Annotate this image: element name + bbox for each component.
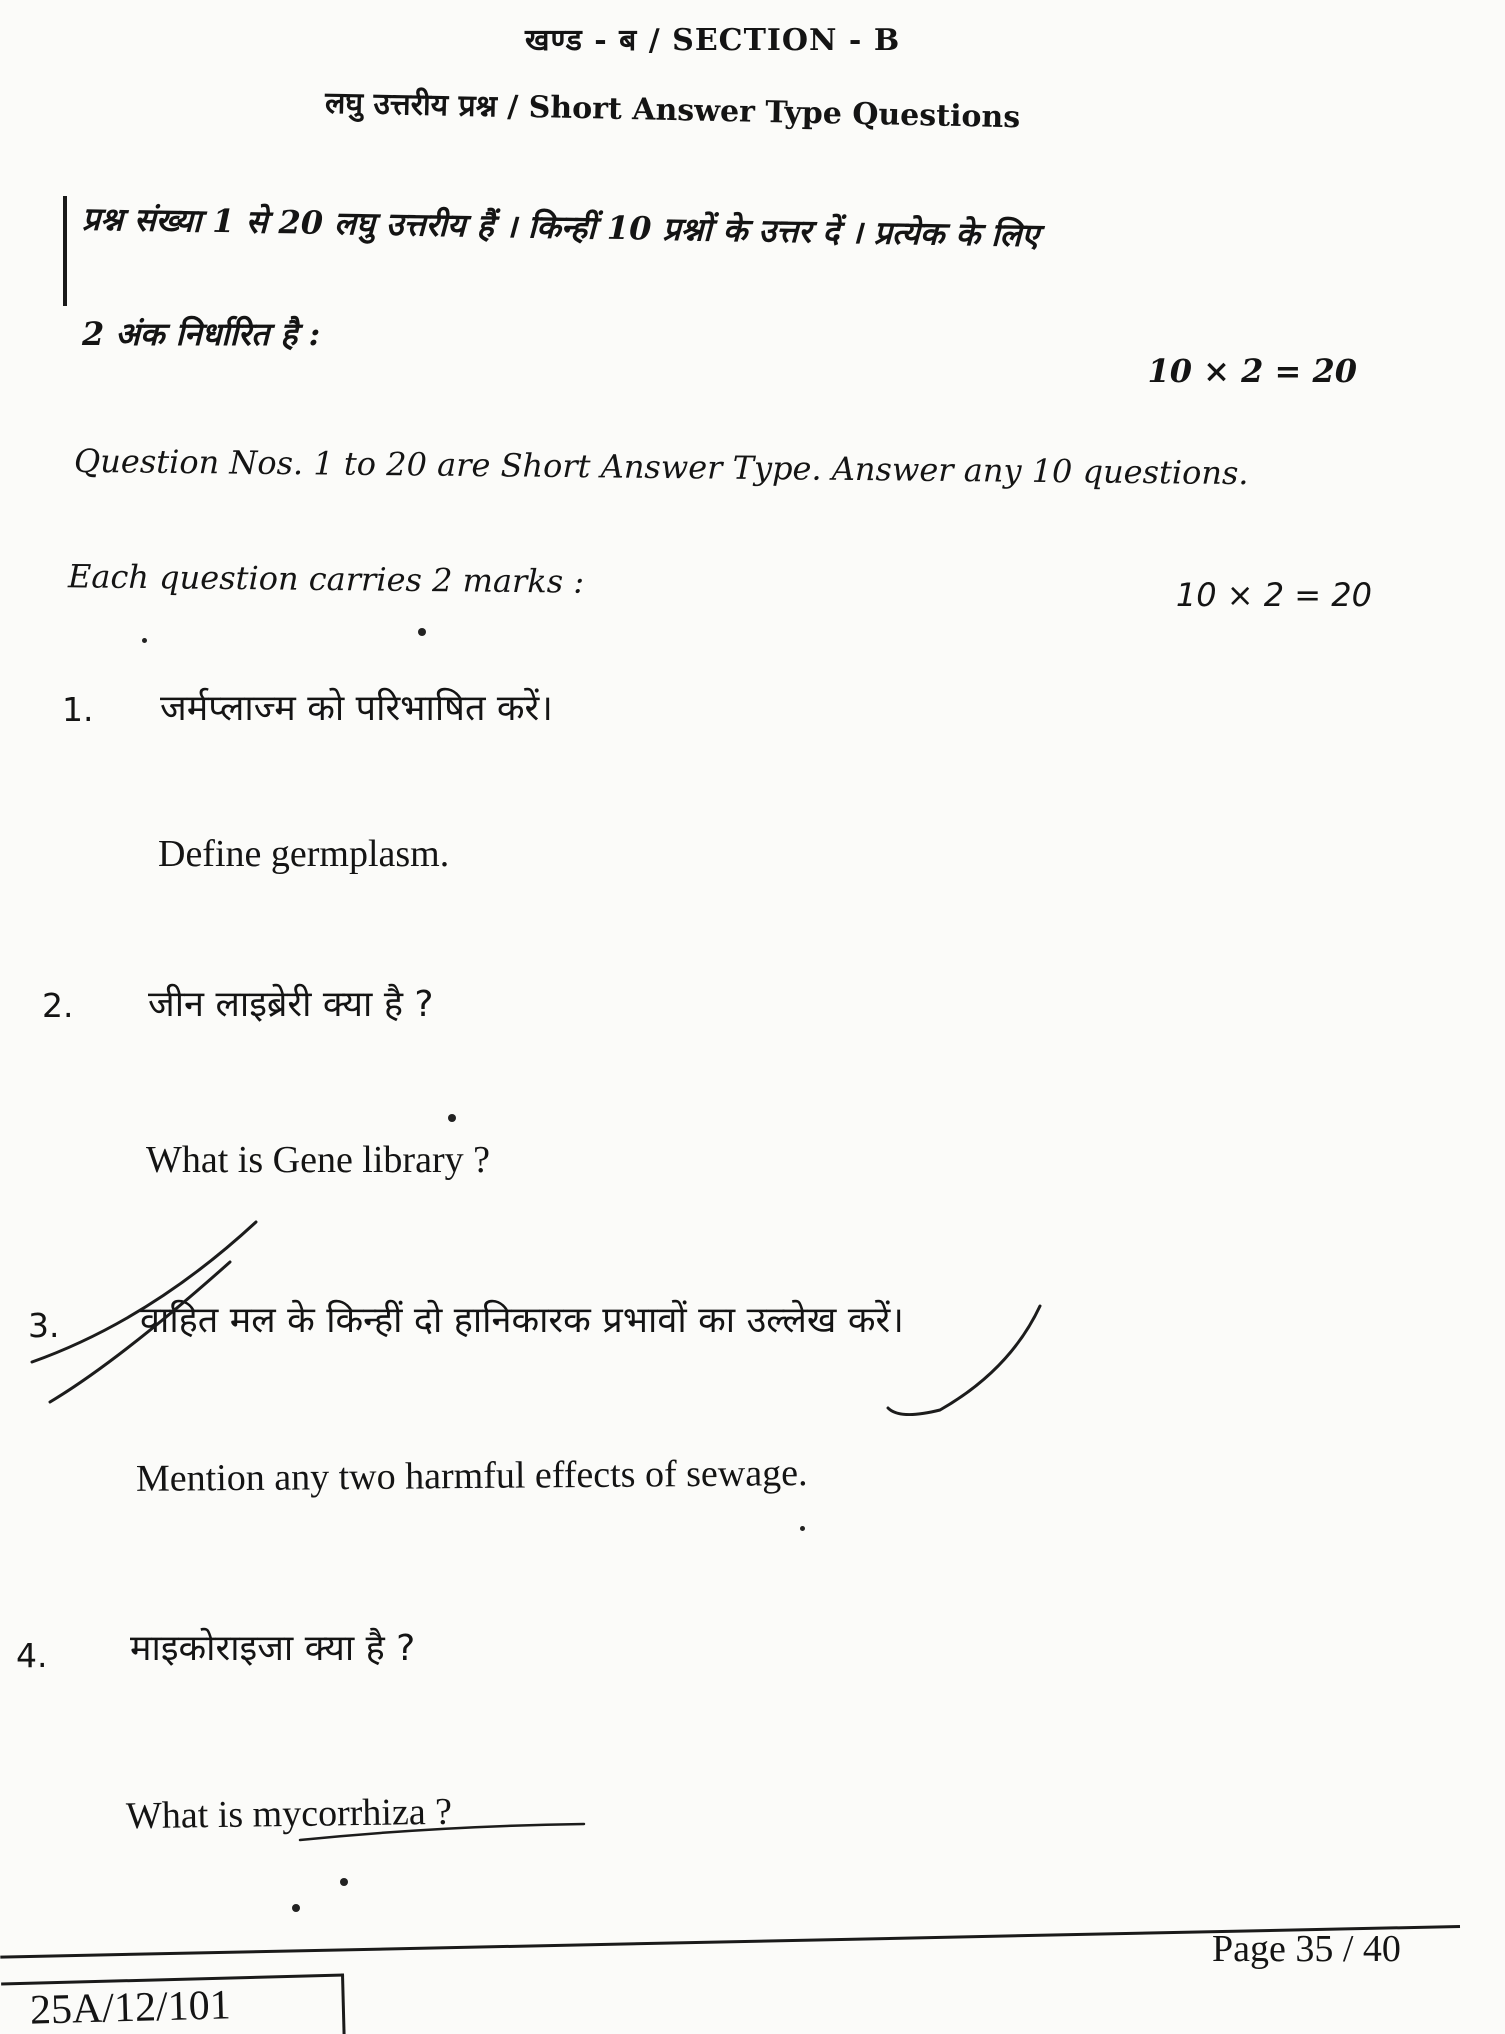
instructions-english-line-1: Question Nos. 1 to 20 are Short Answer Type. Answer any 10 questions.: [73, 441, 1249, 493]
question-3-number: 3.: [28, 1306, 60, 1345]
instructions-english-line-2: Each question carries 2 marks :: [67, 557, 585, 601]
section-subtitle: लघु उत्तरीय प्रश्न / Short Answer Type Questions: [324, 85, 1021, 136]
instructions-hindi-line-2: 2 अंक निर्धारित है :: [82, 315, 321, 353]
margin-bar: [63, 196, 67, 306]
question-1-english: Define germplasm.: [158, 833, 450, 875]
instructions-hindi-line-1: प्रश्न संख्या 1 से 20 लघु उत्तरीय हैं । किन्हीं 10 प्रश्नों के उत्तर दें । प्रत्येक के लिए: [81, 199, 1040, 255]
question-4-english: What is mycorrhiza ?: [125, 1790, 453, 1838]
question-4-number: 4.: [16, 1636, 48, 1675]
stray-dot: [800, 1526, 805, 1531]
question-1-number: 1.: [62, 690, 94, 729]
stray-dot: [418, 628, 426, 636]
section-title: खण्ड - ब / SECTION - B: [525, 23, 901, 58]
question-4-hindi: माइकोराइजा क्या है ?: [130, 1628, 416, 1669]
page-number: Page 35 / 40: [1212, 1928, 1401, 1970]
stray-dot: [142, 638, 147, 643]
marks-hindi: 10 × 2 = 20: [1147, 352, 1357, 390]
question-2-hindi: जीन लाइब्रेरी क्या है ?: [148, 984, 434, 1025]
paper-code: 25A/12/101: [29, 1982, 232, 2034]
question-2-number: 2.: [42, 986, 74, 1025]
question-2-english: What is Gene library ?: [146, 1139, 490, 1181]
stray-dot: [292, 1904, 300, 1912]
question-3-english: Mention any two harmful effects of sewage.: [135, 1452, 808, 1500]
question-3-hindi: वाहित मल के किन्हीं दो हानिकारक प्रभावों का उल्लेख करें।: [140, 1300, 904, 1341]
stray-dot: [448, 1114, 456, 1122]
check-mark-question-3: [888, 1306, 1040, 1415]
question-1-hindi: जर्मप्लाज्म को परिभाषित करें।: [160, 688, 553, 729]
marks-english: 10 × 2 = 20: [1175, 576, 1372, 614]
stray-dot: [340, 1878, 348, 1886]
